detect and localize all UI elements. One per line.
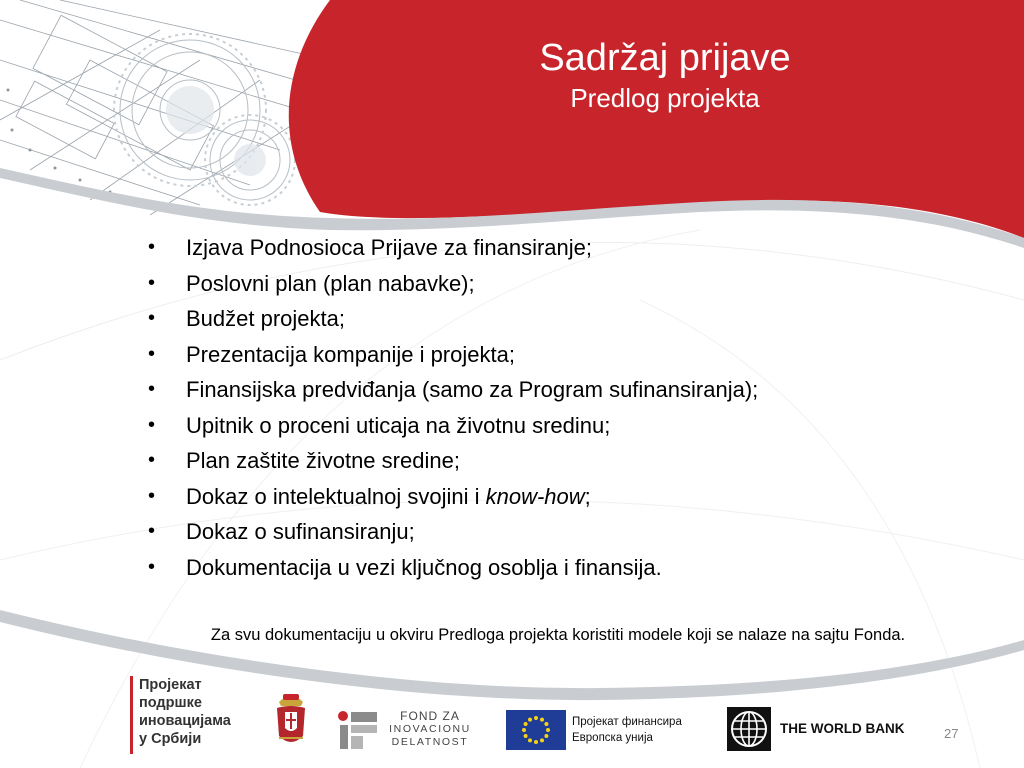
fond-logo-line: INOVACIONU [389,723,471,735]
fond-logo-line: FOND ZA [400,709,460,723]
fond-logo-icon [336,708,380,752]
bullet-text: Plan zaštite životne sredine; [186,448,460,473]
projekat-logo-line: иновацијама [139,713,231,729]
bullet-dot: • [148,342,156,365]
bullet-item [148,514,968,550]
bullet-text: Dokaz o intelektualnoj svojini i [186,483,486,509]
fond-logo-line: DELATNOST [391,736,469,748]
bullet-suffix: ; [584,483,591,509]
bullet-item [148,266,968,302]
projekat-logo-line: Пројекат [139,677,202,693]
bullet-dot: • [148,520,156,542]
bullet-emphasis: know-how [485,483,585,509]
bullet-dot: • [148,413,156,436]
world-bank-label: THE WORLD BANK [780,721,905,736]
eu-funding-line: Европска унија [572,732,653,744]
bullet-item [148,372,968,408]
bullet-dot: • [148,484,156,507]
bullet-dot: • [148,378,156,400]
bullet-text: Finansijska predviđanja (samo za Program sufinansiranja); [186,377,759,402]
eu-funding-line: Пројекат финансира [572,716,682,728]
bullet-list [148,230,968,585]
bullet-text: Dokaz o sufinansiranju; [186,519,415,544]
bullet-dot: • [148,236,156,258]
eu-funding-text [572,714,682,746]
bullet-text: Budžet projekta; [186,306,345,331]
bullet-item [148,408,968,444]
projekat-logo [130,676,231,754]
fond-logo [336,708,476,752]
bullet-text: Dokumentacija u vezi ključnog osoblja i finansija. [186,554,662,580]
fond-logo-text [384,710,476,749]
slide-subtitle: Predlog projekta [570,83,760,113]
bullet-text: Upitnik o proceni uticaja na životnu sredinu; [186,412,611,438]
bullet-text: Izjava Podnosioca Prijave za finansiranje; [186,235,593,260]
bullet-dot: • [148,555,156,578]
eu-flag-icon [506,710,566,750]
bullet-text: Prezentacija kompanije i projekta; [186,341,515,367]
page-number: 27 [944,726,959,741]
bullet-dot: • [148,307,156,329]
projekat-logo-line: у Србији [139,731,202,747]
bullet-item [148,443,968,479]
bullet-dot: • [148,449,156,471]
projekat-logo-line: подршке [139,695,202,711]
world-bank-globe-icon [727,707,771,751]
bullet-dot: • [148,271,156,294]
bullet-item [148,301,968,337]
slide-title: Sadržaj prijave [539,37,791,79]
bullet-item [148,230,968,266]
serbian-coat-of-arms-icon [273,688,309,752]
bullet-item [148,337,968,373]
title-block [470,34,860,114]
documentation-note: Za svu dokumentaciju u okviru Predloga projekta koristiti modele koji se nalaze na sajtu Fonda. [210,626,906,644]
bullet-item [148,550,968,586]
bullet-item [148,479,968,515]
bullet-text: Poslovni plan (plan nabavke); [186,270,475,296]
